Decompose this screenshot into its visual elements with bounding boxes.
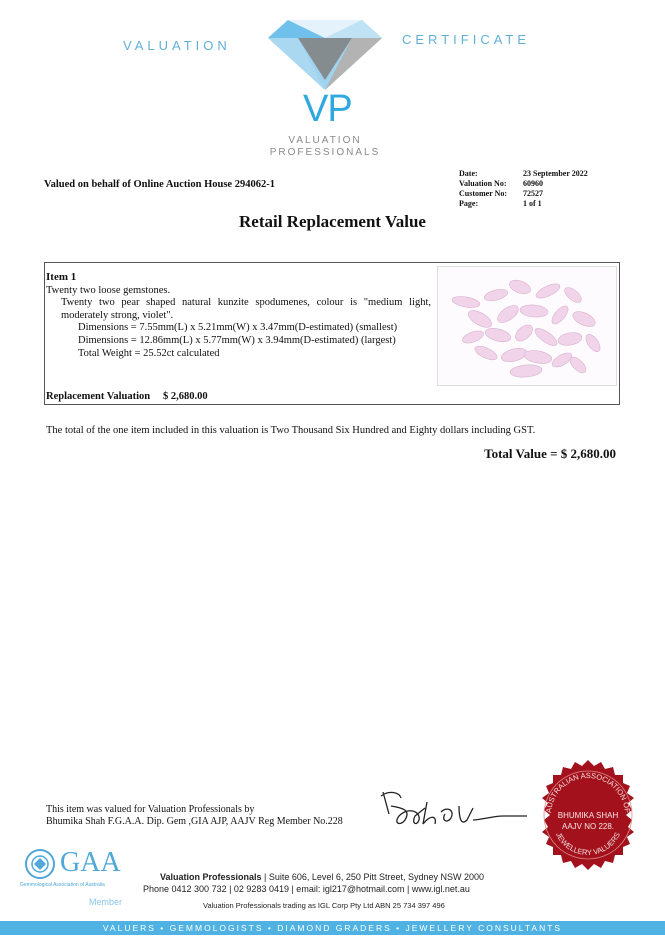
meta-customer-label: Customer No: — [459, 189, 508, 198]
replacement-valuation-label: Replacement Valuation — [46, 391, 151, 402]
diamond-logo-icon — [268, 20, 382, 90]
item-total-weight: Total Weight = 25.52ct calculated — [78, 348, 220, 359]
footer-contact: Phone 0412 300 732 | 02 9283 0419 | email: igl217@hotmail.com | www.igl.net.au — [143, 884, 470, 894]
item-line2: Twenty two pear shaped natural kunzite spodumenes, colour is "medium light, moderately strong, violet". — [61, 297, 431, 321]
meta-date-label: Date: — [459, 169, 478, 178]
item-dimensions-smallest: Dimensions = 7.55mm(L) x 5.21mm(W) x 3.47mm(D-estimated) (smallest) — [78, 322, 398, 333]
item-line1: Twenty two loose gemstones. — [46, 285, 171, 296]
seal-name: BHUMIKA SHAH — [557, 811, 619, 820]
footer-address-line — [160, 872, 484, 882]
item-box — [44, 262, 620, 405]
meta-date-value: 23 September 2022 — [523, 169, 588, 178]
replacement-valuation-value: $ 2,680.00 — [163, 391, 208, 402]
signoff-line2: Bhumika Shah F.G.A.A. Dip. Gem ,GIA AJP, AAJV Reg Member No.228 — [46, 816, 343, 827]
header-certificate-word: CERTIFICATE — [402, 32, 531, 47]
meta-customer-row — [459, 189, 609, 199]
footer-address: | Suite 606, Level 6, 250 Pitt Street, Sydney NSW 2000 — [261, 872, 484, 882]
meta-customer-value: 72527 — [523, 189, 543, 198]
meta-valuation-row — [459, 179, 609, 189]
total-sentence: The total of the one item included in this valuation is Two Thousand Six Hundred and Eighty dollars including GST. — [46, 425, 536, 436]
gaa-emblem-icon — [24, 848, 56, 880]
item-heading: Item 1 — [46, 271, 77, 283]
logo-subtitle-line2: PROFESSIONALS — [269, 147, 381, 158]
handwritten-signature-icon — [375, 786, 535, 836]
item-dimensions-largest: Dimensions = 12.86mm(L) x 5.77mm(W) x 3.94mm(D-estimated) (largest) — [78, 335, 396, 346]
page-title: Retail Replacement Value — [239, 212, 426, 231]
seal-bottom-text: JEWELLERY VALUERS — [554, 830, 622, 858]
gaa-member: Member — [89, 897, 123, 907]
logo-vp: VP — [303, 88, 352, 130]
gaa-logo-text: GAA — [60, 847, 121, 878]
signoff-line1: This item was valued for Valuation Professionals by — [46, 804, 255, 815]
meta-page-label: Page: — [459, 199, 479, 208]
meta-valuation-label: Valuation No: — [459, 179, 507, 188]
footer-band: VALUERS • GEMMOLOGISTS • DIAMOND GRADERS • JEWELLERY CONSULTANTS — [0, 921, 665, 935]
seal-top-text: AUSTRALIAN ASSOCIATION OF — [544, 770, 632, 814]
meta-valuation-value: 60960 — [523, 179, 543, 188]
meta-page-row — [459, 199, 609, 209]
meta-page-value: 1 of 1 — [523, 199, 542, 208]
header-valuation-word: VALUATION — [123, 38, 231, 53]
gaa-subtitle: Gemmological Association of Australia — [20, 882, 105, 888]
aajv-seal-icon — [531, 758, 645, 872]
meta-block — [459, 169, 609, 209]
logo-subtitle-line1: VALUATION — [288, 135, 362, 146]
kunzite-gemstones-image — [438, 267, 616, 385]
seal-reg: AAJV NO 228. — [561, 822, 615, 831]
valued-on-behalf: Valued on behalf of Online Auction House 294062-1 — [44, 179, 275, 190]
footer-company: Valuation Professionals — [160, 872, 262, 882]
signoff — [46, 804, 343, 828]
total-value: Total Value = $ 2,680.00 — [484, 446, 616, 461]
logo-subtitle — [268, 135, 382, 159]
meta-date-row — [459, 169, 609, 179]
footer-trading: Valuation Professionals trading as IGL Corp Pty Ltd ABN 25 734 397 496 — [203, 901, 445, 910]
gemstones-photo — [437, 266, 617, 386]
